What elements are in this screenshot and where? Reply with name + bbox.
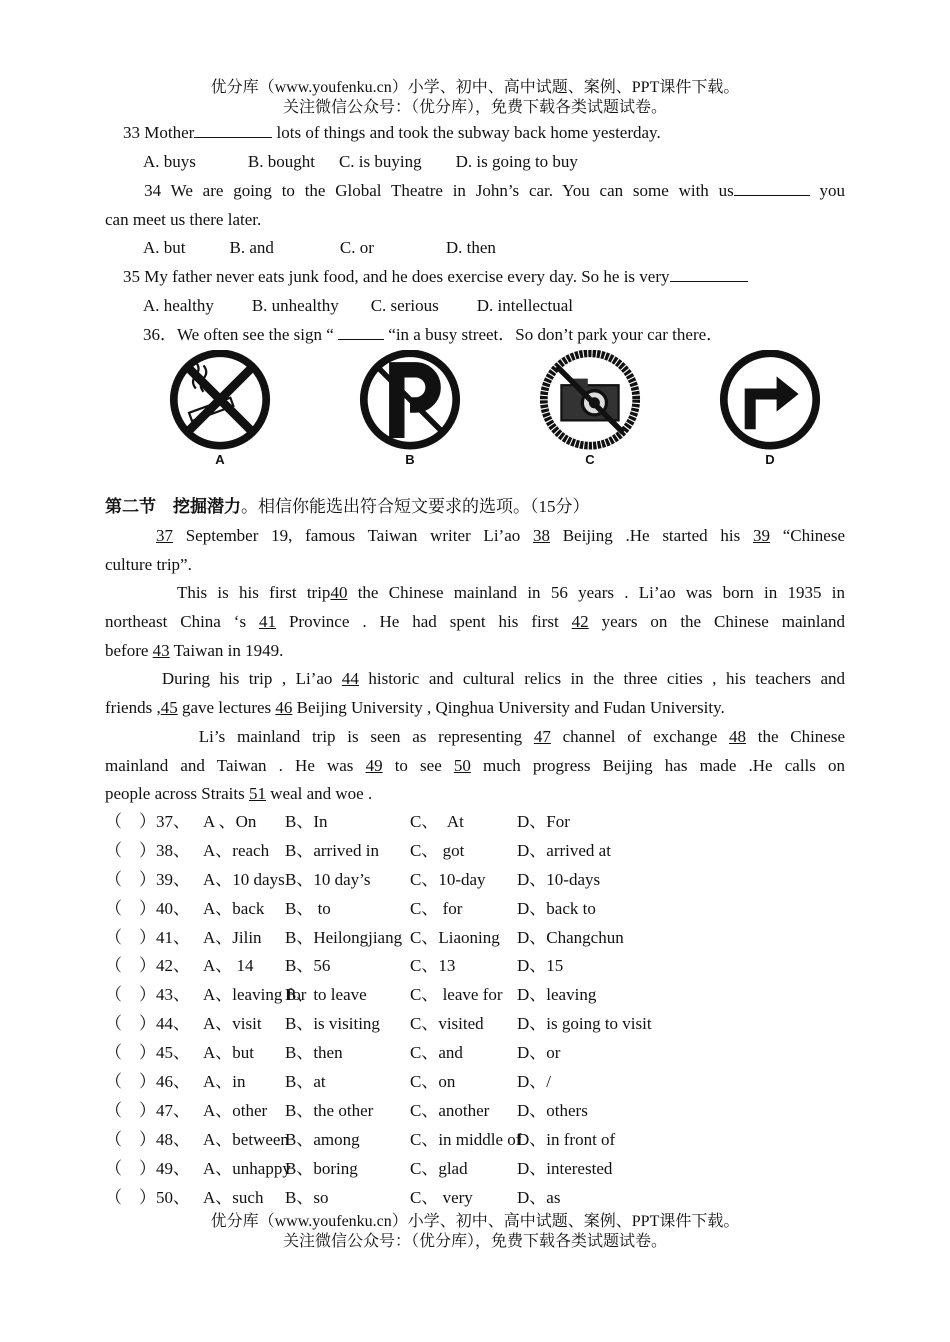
passage-line-6: During his trip , Li’ao 44 historic and cultural relics in the three cities , his teachers and [161,669,846,688]
footer-line-2: 关注微信公众号：（优分库），免费下载各类试题试卷。 [282,1233,667,1250]
option-question-number: （ ）38、 [105,840,190,860]
option-b: B、Heilongjiang [285,927,403,947]
sign-b [355,350,465,475]
option-a: A、10 days [203,869,285,889]
passage-line-5: before 43 Taiwan in 1949. [105,641,284,660]
header-line-2: 关注微信公众号：（优分库），免费下载各类试题试卷。 [282,99,667,116]
passage-line-7: friends ,45 gave lectures 46 Beijing University , Qinghua University and Fudan University. [105,698,725,717]
header-line-1: 优分库（www.youfenku.cn）小学、初中、高中试题、案例、PPT课件下载。 [210,79,740,96]
option-d: D、/ [517,1072,551,1092]
question-36-stem: 36．We often see the sign “ “in a busy street．So don’t park your car there． [143,325,724,344]
turn-right-icon [715,350,825,460]
option-question-number: （ ）37、 [105,812,190,831]
option-b: B、10 day’s [285,869,371,889]
option-d: D、Changchun [517,927,624,947]
option-c: C、13 [410,956,456,976]
option-c: C. or [339,238,374,257]
option-d: D、15 [517,956,564,976]
option-question-number: （ ）43、 [105,985,190,1005]
option-a: A、in [203,1072,246,1092]
passage-line-4: northeast China ‘s 41 Province . He had spent his first 42 years on the Chinese mainland [105,612,845,631]
footer-line-1: 优分库（www.youfenku.cn）小学、初中、高中试题、案例、PPT课件下载。 [210,1213,740,1230]
option-c: C、and [410,1043,463,1063]
section-2-instruction: 。相信你能选出符合短文要求的选项。（15分） [241,497,590,516]
answer-blank [670,265,748,282]
option-c: C、 got [410,840,465,860]
option-d: D. then [445,238,496,257]
option-question-number: （ ）48、 [105,1129,190,1149]
option-b: B、In [285,812,328,831]
question-33-stem: 33 Mother lots of things and took the subway back home yesterday. [123,123,661,142]
question-34-stem: 34 We are going to the Global Theatre in John’s car. You can some with us you [144,181,846,200]
option-d: D、leaving [517,985,597,1005]
option-b: B. unhealthy [251,296,339,315]
sign-letter-d: D [765,452,775,467]
option-c: C、10-day [410,869,486,889]
option-d: D、interested [517,1158,613,1178]
passage-line-3: This is his first trip40 the Chinese mainland in 56 years . Li’ao was born in 1935 in [176,583,846,602]
passage-line-10: people across Straits 51 weal and woe . [105,784,373,803]
option-a: A、visit [203,1014,262,1034]
option-b: B、to leave [285,985,367,1005]
sign-images [160,350,820,475]
option-d: D、is going to visit [517,1014,652,1034]
question-33-options [143,150,578,174]
option-c: C、 very [410,1187,473,1207]
option-a: A、back [203,898,265,918]
option-c: C、on [410,1072,456,1092]
option-question-number: （ ）47、 [105,1100,190,1120]
option-a: A、other [203,1100,268,1120]
option-c: C. serious [370,296,439,315]
no-parking-icon [355,350,465,460]
option-c: C、glad [410,1158,468,1178]
option-b: B、then [285,1043,343,1063]
section-2-title: 第二节 挖掘潜力 [105,497,241,516]
option-d: D、as [517,1187,561,1207]
sign-d [715,350,825,475]
sign-c [535,350,645,475]
option-b: B、the other [285,1100,374,1120]
option-a: A. but [143,238,186,257]
option-c: C、another [410,1100,490,1120]
option-question-number: （ ）49、 [105,1158,190,1178]
question-34-stem-line2: can meet us there later. [105,210,262,229]
option-c: C、 leave for [410,985,503,1005]
option-question-number: （ ）45、 [105,1043,190,1063]
option-a: A、 14 [203,956,254,976]
option-c: C、 At [410,812,464,831]
option-b: B、so [285,1187,329,1207]
passage-line-9: mainland and Taiwan . He was 49 to see 50 much progress Beijing has made .He calls on [105,756,846,775]
option-b: B、boring [285,1158,358,1178]
passage-line-2: culture trip”. [105,555,192,574]
answer-blank [734,179,810,196]
option-question-number: （ ）46、 [105,1072,190,1092]
question-35-stem: 35 My father never eats junk food, and he does exercise every day. So he is very [123,265,748,289]
passage-line-1: 37 September 19, famous Taiwan writer Li’ao 38 Beijing .He started his 39 “Chinese [155,526,846,545]
option-question-number: （ ）41、 [105,927,190,947]
option-a: A. buys [143,152,196,171]
option-c: C、 for [410,898,463,918]
option-a: A. healthy [143,296,214,315]
option-a: A、reach [203,840,270,860]
option-b: B、among [285,1129,360,1149]
option-question-number: （ ）40、 [105,898,190,918]
option-d: D、back to [517,898,596,918]
answer-blank [338,323,384,340]
section-2-heading [105,495,590,519]
option-b: B、 to [285,898,331,918]
option-d: D. intellectual [476,296,574,315]
option-a: A 、On [203,812,257,831]
sign-letter-c: C [585,452,595,467]
option-d: D、arrived at [517,840,611,860]
option-b: B、arrived in [285,840,379,860]
option-c: C、Liaoning [410,927,500,947]
option-a: A、Jilin [203,927,262,947]
option-a: A、unhappy [203,1158,291,1178]
option-b: B. and [229,238,274,257]
option-d: D、in front of [517,1129,616,1149]
option-c: C、visited [410,1014,484,1034]
option-b: B、56 [285,956,331,976]
option-b: B、at [285,1072,326,1092]
option-c: C. is buying [338,152,422,171]
option-a: A、leaving for [203,985,307,1005]
passage-line-8: Li’s mainland trip is seen as representing 47 channel of exchange 48 the Chinese [198,727,846,746]
option-d: D、For [517,812,570,831]
question-35-options [143,294,573,318]
answer-blank [194,121,272,138]
option-question-number: （ ）44、 [105,1014,190,1034]
no-smoking-icon [165,350,275,460]
option-a: A、between [203,1129,289,1149]
option-question-number: （ ）42、 [105,956,190,976]
option-d: D、or [517,1043,561,1063]
sign-a [165,350,275,475]
option-question-number: （ ）39、 [105,869,190,889]
option-d: D、10-days [517,869,601,889]
sign-letter-a: A [215,452,225,467]
option-d: D、others [517,1100,588,1120]
option-c: C、in middle of [410,1129,522,1149]
option-a: A、such [203,1187,264,1207]
question-34-options [143,236,496,260]
option-question-number: （ ）50、 [105,1187,190,1207]
option-a: A、but [203,1043,254,1063]
option-d: D. is going to buy [455,152,578,171]
option-b: B、is visiting [285,1014,380,1034]
option-b: B. bought [247,152,315,171]
sign-letter-b: B [405,452,415,467]
no-photography-icon [535,350,645,460]
